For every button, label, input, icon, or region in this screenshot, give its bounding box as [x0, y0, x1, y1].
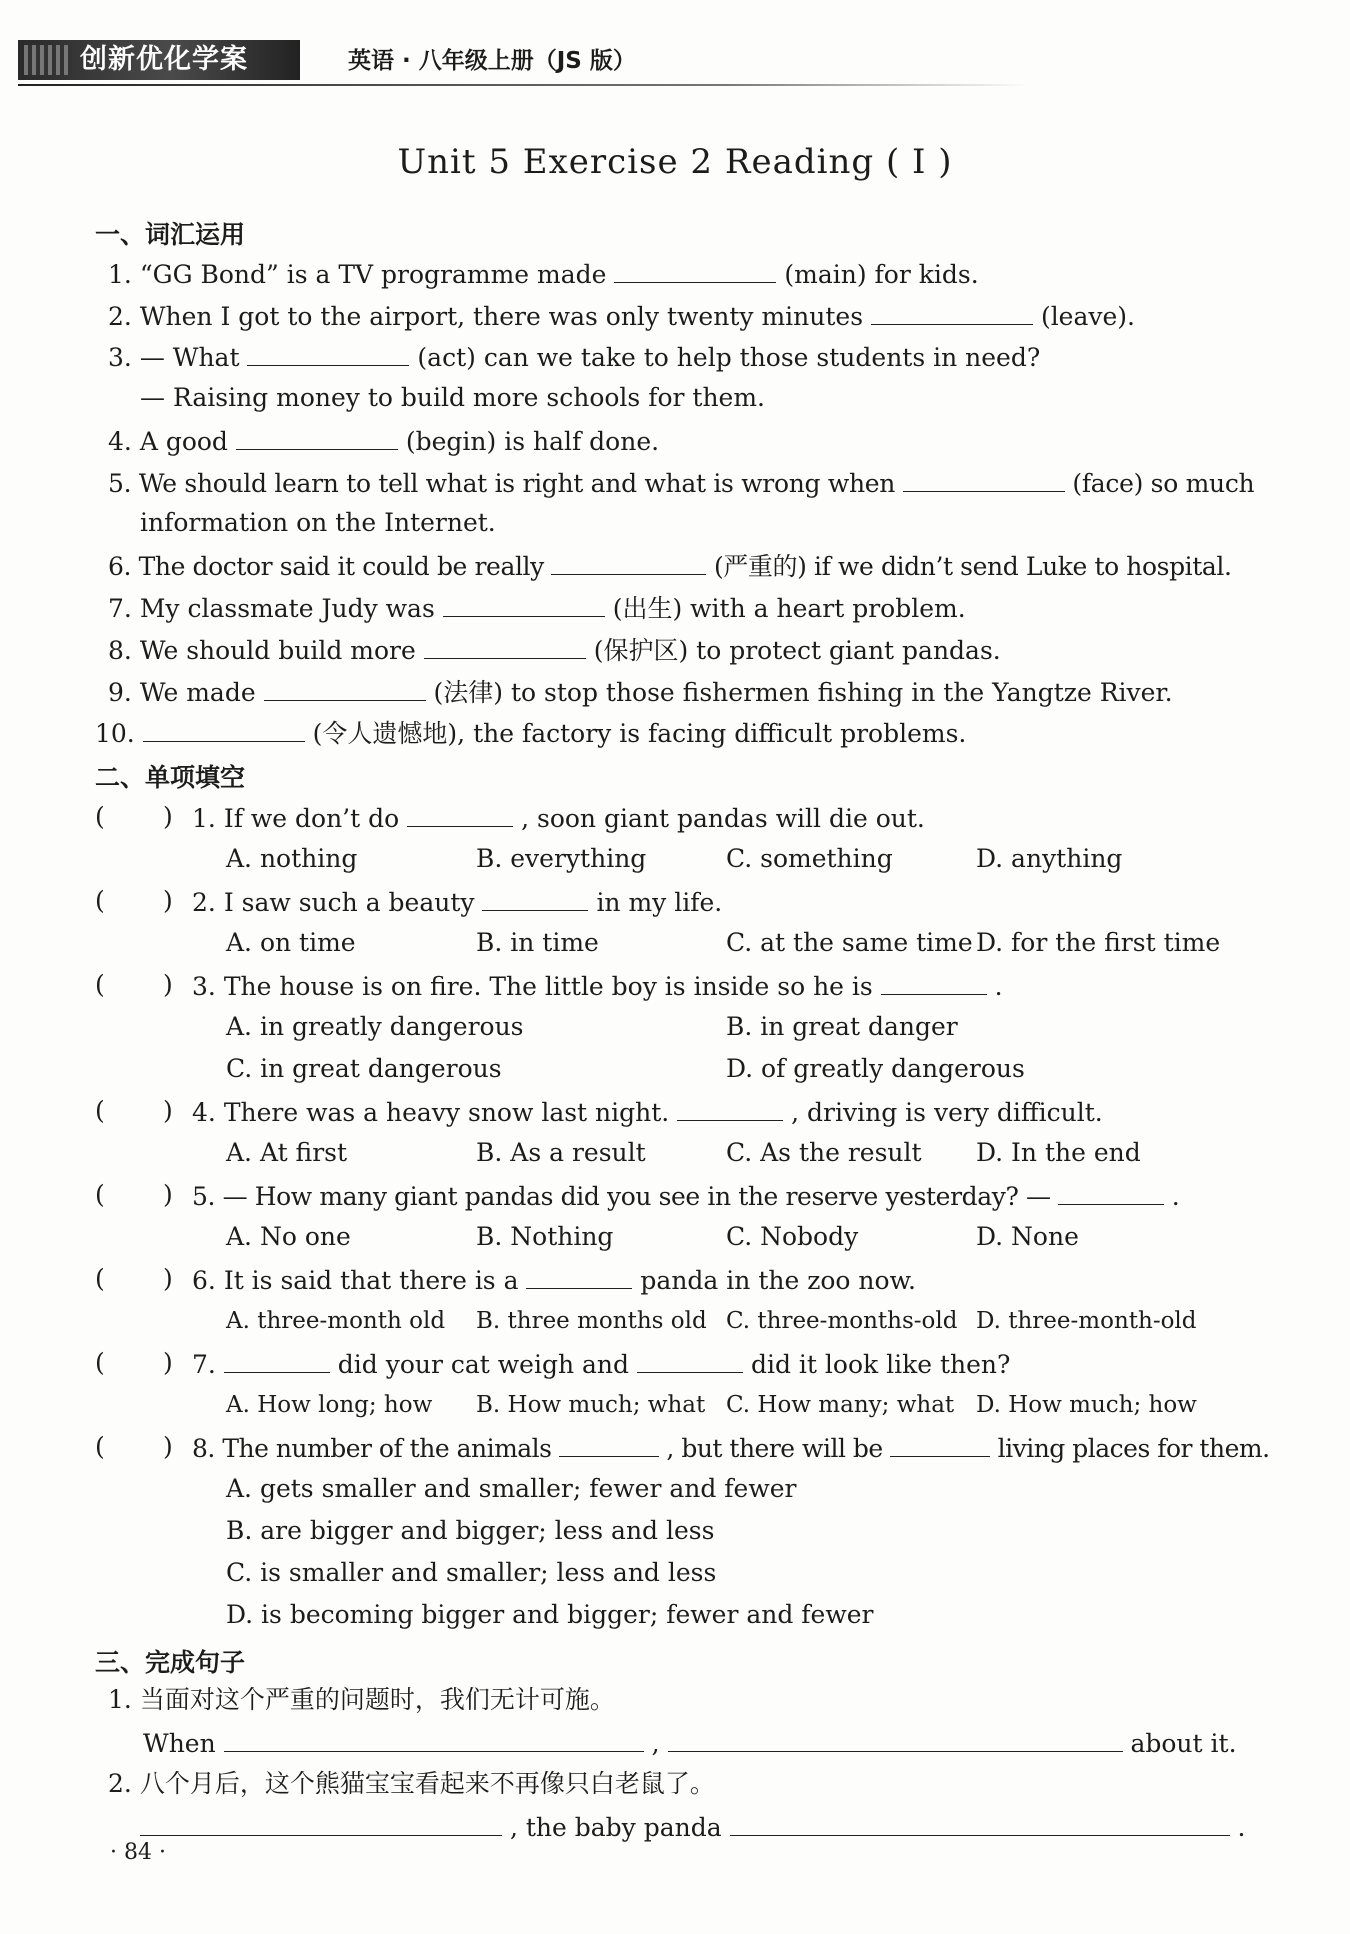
- chinese-prompt: 八个月后，这个熊猫宝宝看起来不再像只白老鼠了。: [139, 1769, 715, 1798]
- option-a[interactable]: A. in greatly dangerous: [226, 1012, 524, 1041]
- mc-question-4: [192, 1096, 1103, 1128]
- brand-decoration-icon: [24, 45, 72, 75]
- question-number: 5.: [192, 1182, 216, 1211]
- vocab-item-5-cont: [140, 508, 496, 538]
- option-b[interactable]: B. Nothing: [476, 1222, 614, 1251]
- question-stem: There was a heavy snow last night.: [223, 1098, 670, 1127]
- vocab-item-1: [108, 258, 979, 290]
- option-c[interactable]: C. How many; what: [726, 1392, 955, 1418]
- item-number: 6.: [108, 552, 132, 581]
- vocab-item-6: [108, 550, 1232, 582]
- item-text: (begin) is half done.: [405, 427, 660, 456]
- vocab-item-4: [108, 425, 659, 457]
- answer-paren-close: ): [163, 802, 173, 831]
- question-stem: — How many giant pandas did you see in the reserve yesterday? —: [222, 1182, 1051, 1211]
- answer-paren-close: ): [163, 1096, 173, 1125]
- vocab-item-3: [108, 341, 1040, 373]
- option-d[interactable]: D. In the end: [976, 1138, 1141, 1167]
- answer-paren-close: ): [163, 1264, 173, 1293]
- item-number: 8.: [108, 636, 132, 665]
- option-c[interactable]: C. is smaller and smaller; less and less: [226, 1558, 717, 1587]
- vocab-item-9: [108, 676, 1173, 708]
- answer-paren-close: ): [163, 1348, 173, 1377]
- answer-blank[interactable]: [730, 1811, 1230, 1836]
- item-text: (main) for kids.: [784, 260, 979, 289]
- answer-blank[interactable]: [264, 676, 426, 701]
- mc-question-5: [192, 1180, 1179, 1212]
- option-b[interactable]: B. everything: [476, 844, 647, 873]
- question-stem: living places for them.: [997, 1434, 1270, 1463]
- chinese-prompt: 当面对这个严重的问题时，我们无计可施。: [139, 1685, 615, 1714]
- answer-blank[interactable]: [424, 634, 586, 659]
- section3-heading: 三、完成句子: [95, 1648, 246, 1677]
- answer-blank[interactable]: [614, 258, 776, 283]
- answer-paren-open: (: [95, 970, 105, 999]
- answer-blank[interactable]: [140, 1811, 502, 1836]
- item-text: We made: [139, 678, 256, 707]
- question-stem: , driving is very difficult.: [791, 1098, 1103, 1127]
- option-d[interactable]: D. is becoming bigger and bigger; fewer and fewer: [226, 1600, 874, 1629]
- item-number: 10.: [95, 719, 135, 748]
- item-number: 2.: [108, 302, 132, 331]
- question-number: 6.: [192, 1266, 216, 1295]
- option-d[interactable]: D. None: [976, 1222, 1079, 1251]
- answer-paren-open: (: [95, 1096, 105, 1125]
- answer-blank[interactable]: [551, 550, 706, 575]
- option-c[interactable]: C. something: [726, 844, 893, 873]
- page-header: [18, 40, 1018, 86]
- option-a[interactable]: A. three-month old: [226, 1308, 446, 1334]
- mc-question-3: [192, 970, 1003, 1002]
- question-number: 2.: [192, 888, 216, 917]
- option-c[interactable]: C. three-months-old: [726, 1308, 958, 1334]
- option-a[interactable]: A. No one: [226, 1222, 351, 1251]
- option-a[interactable]: A. nothing: [226, 844, 358, 873]
- page-title: Unit 5 Exercise 2 Reading ( Ⅰ ): [397, 142, 953, 182]
- answer-blank[interactable]: [143, 717, 305, 742]
- translation-item-2: [108, 1769, 715, 1799]
- option-d[interactable]: D. anything: [976, 844, 1123, 873]
- option-d[interactable]: D. three-month-old: [976, 1308, 1197, 1334]
- answer-blank[interactable]: [871, 300, 1033, 325]
- sentence-text: about it.: [1130, 1729, 1237, 1758]
- mc-question-8: [192, 1432, 1270, 1464]
- section1-heading: 一、词汇运用: [95, 220, 246, 249]
- vocab-item-8: [108, 634, 1001, 666]
- answer-blank[interactable]: [668, 1727, 1123, 1752]
- answer-paren-open: (: [95, 1432, 105, 1461]
- mc-question-1: [192, 802, 925, 834]
- answer-blank[interactable]: [881, 970, 987, 995]
- item-text: (令人遗憾地), the factory is facing difficult problems.: [312, 719, 967, 748]
- question-stem: in my life.: [596, 888, 723, 917]
- question-number: 4.: [192, 1098, 216, 1127]
- question-stem: .: [1171, 1182, 1180, 1211]
- option-d[interactable]: D. of greatly dangerous: [726, 1054, 1025, 1083]
- option-c[interactable]: C. Nobody: [726, 1222, 859, 1251]
- item-text: We should build more: [139, 636, 416, 665]
- answer-paren-open: (: [95, 1264, 105, 1293]
- answer-blank[interactable]: [224, 1348, 330, 1373]
- answer-paren-open: (: [95, 802, 105, 831]
- option-b[interactable]: B. How much; what: [476, 1392, 706, 1418]
- item-text: (保护区) to protect giant pandas.: [593, 636, 1001, 665]
- option-b[interactable]: B. are bigger and bigger; less and less: [226, 1516, 715, 1545]
- answer-blank[interactable]: [559, 1432, 659, 1457]
- option-c[interactable]: C. in great dangerous: [226, 1054, 502, 1083]
- answer-blank[interactable]: [637, 1348, 743, 1373]
- item-number: 4.: [108, 427, 132, 456]
- answer-blank[interactable]: [224, 1727, 644, 1752]
- item-text: (leave).: [1040, 302, 1136, 331]
- item-text: (严重的) if we didn’t send Luke to hospital.: [713, 552, 1232, 581]
- option-a[interactable]: A. How long; how: [226, 1392, 433, 1418]
- sentence-text: .: [1237, 1813, 1246, 1842]
- mc-question-6: [192, 1264, 916, 1296]
- option-b[interactable]: B. three months old: [476, 1308, 707, 1334]
- option-d[interactable]: D. How much; how: [976, 1392, 1197, 1418]
- item-text: information on the Internet.: [140, 508, 496, 537]
- page-number: · 84 ·: [110, 1840, 166, 1865]
- answer-blank[interactable]: [482, 886, 588, 911]
- translation-line-2: [140, 1811, 1246, 1843]
- header-divider: [18, 84, 1028, 86]
- question-stem: panda in the zoo now.: [640, 1266, 916, 1295]
- item-text: — Raising money to build more schools for them.: [140, 383, 765, 412]
- item-text: A good: [139, 427, 228, 456]
- vocab-item-3-answer: [140, 383, 765, 413]
- vocab-item-10: [95, 717, 966, 749]
- question-number: 3.: [192, 972, 216, 1001]
- item-text: (出生) with a heart problem.: [612, 594, 966, 623]
- item-number: 1.: [108, 1685, 132, 1714]
- translation-item-1: [108, 1685, 615, 1715]
- sentence-text: When: [143, 1729, 216, 1758]
- brand-logo: [18, 40, 300, 80]
- item-text: We should learn to tell what is right and what is wrong when: [138, 469, 896, 498]
- brand-text: 创新优化学案: [80, 44, 248, 75]
- option-a[interactable]: A. At first: [226, 1138, 348, 1167]
- question-stem: did it look like then?: [750, 1350, 1011, 1379]
- answer-blank[interactable]: [443, 592, 605, 617]
- item-text: — What: [139, 343, 240, 372]
- option-d[interactable]: D. for the first time: [976, 928, 1221, 957]
- vocab-item-7: [108, 592, 966, 624]
- question-stem: .: [994, 972, 1003, 1001]
- item-number: 9.: [108, 678, 132, 707]
- option-a[interactable]: A. on time: [226, 928, 356, 957]
- answer-paren-close: ): [163, 1180, 173, 1209]
- translation-line-1: [143, 1727, 1237, 1759]
- question-stem: It is said that there is a: [223, 1266, 519, 1295]
- question-stem: I saw such a beauty: [223, 888, 475, 917]
- answer-paren-close: ): [163, 886, 173, 915]
- answer-blank[interactable]: [1058, 1180, 1164, 1205]
- option-c[interactable]: C. As the result: [726, 1138, 922, 1167]
- item-number: 2.: [108, 1769, 132, 1798]
- question-stem: , soon giant pandas will die out.: [521, 804, 925, 833]
- item-text: When I got to the airport, there was only twenty minutes: [139, 302, 864, 331]
- option-b[interactable]: B. in great danger: [726, 1012, 958, 1041]
- mc-question-2: [192, 886, 722, 918]
- answer-blank[interactable]: [890, 1432, 990, 1457]
- option-a[interactable]: A. gets smaller and smaller; fewer and fewer: [226, 1474, 797, 1503]
- sentence-text: , the baby panda: [509, 1813, 722, 1842]
- answer-paren-close: ): [163, 1432, 173, 1461]
- question-number: 7.: [192, 1350, 216, 1379]
- item-text: (act) can we take to help those students in need?: [417, 343, 1041, 372]
- item-text: My classmate Judy was: [139, 594, 435, 623]
- mc-question-7: [192, 1348, 1010, 1380]
- item-text: (face) so much: [1072, 469, 1255, 498]
- answer-paren-open: (: [95, 886, 105, 915]
- item-text: The doctor said it could be really: [138, 552, 544, 581]
- answer-blank[interactable]: [407, 802, 513, 827]
- item-number: 1.: [108, 260, 132, 289]
- question-stem: The house is on fire. The little boy is inside so he is: [223, 972, 873, 1001]
- vocab-item-5: [108, 467, 1254, 499]
- answer-paren-open: (: [95, 1348, 105, 1377]
- question-number: 8.: [192, 1434, 215, 1463]
- book-title: 英语 · 八年级上册（JS 版）: [348, 48, 636, 74]
- answer-blank[interactable]: [236, 425, 398, 450]
- question-stem: The number of the animals: [222, 1434, 552, 1463]
- item-number: 3.: [108, 343, 132, 372]
- answer-blank[interactable]: [247, 341, 409, 366]
- item-text: (法律) to stop those fishermen fishing in the Yangtze River.: [433, 678, 1173, 707]
- answer-paren-close: ): [163, 970, 173, 999]
- option-c[interactable]: C. at the same time: [726, 928, 973, 957]
- answer-blank[interactable]: [903, 467, 1065, 492]
- item-number: 7.: [108, 594, 132, 623]
- section2-heading: 二、单项填空: [95, 763, 246, 792]
- question-stem: did your cat weigh and: [337, 1350, 630, 1379]
- item-text: “GG Bond” is a TV programme made: [139, 260, 607, 289]
- question-number: 1.: [192, 804, 216, 833]
- answer-blank[interactable]: [526, 1264, 632, 1289]
- sentence-text: ,: [651, 1729, 660, 1758]
- vocab-item-2: [108, 300, 1135, 332]
- option-b[interactable]: B. in time: [476, 928, 599, 957]
- question-stem: If we don’t do: [223, 804, 400, 833]
- question-stem: , but there will be: [666, 1434, 883, 1463]
- answer-blank[interactable]: [677, 1096, 783, 1121]
- option-b[interactable]: B. As a result: [476, 1138, 646, 1167]
- item-number: 5.: [108, 469, 132, 498]
- answer-paren-open: (: [95, 1180, 105, 1209]
